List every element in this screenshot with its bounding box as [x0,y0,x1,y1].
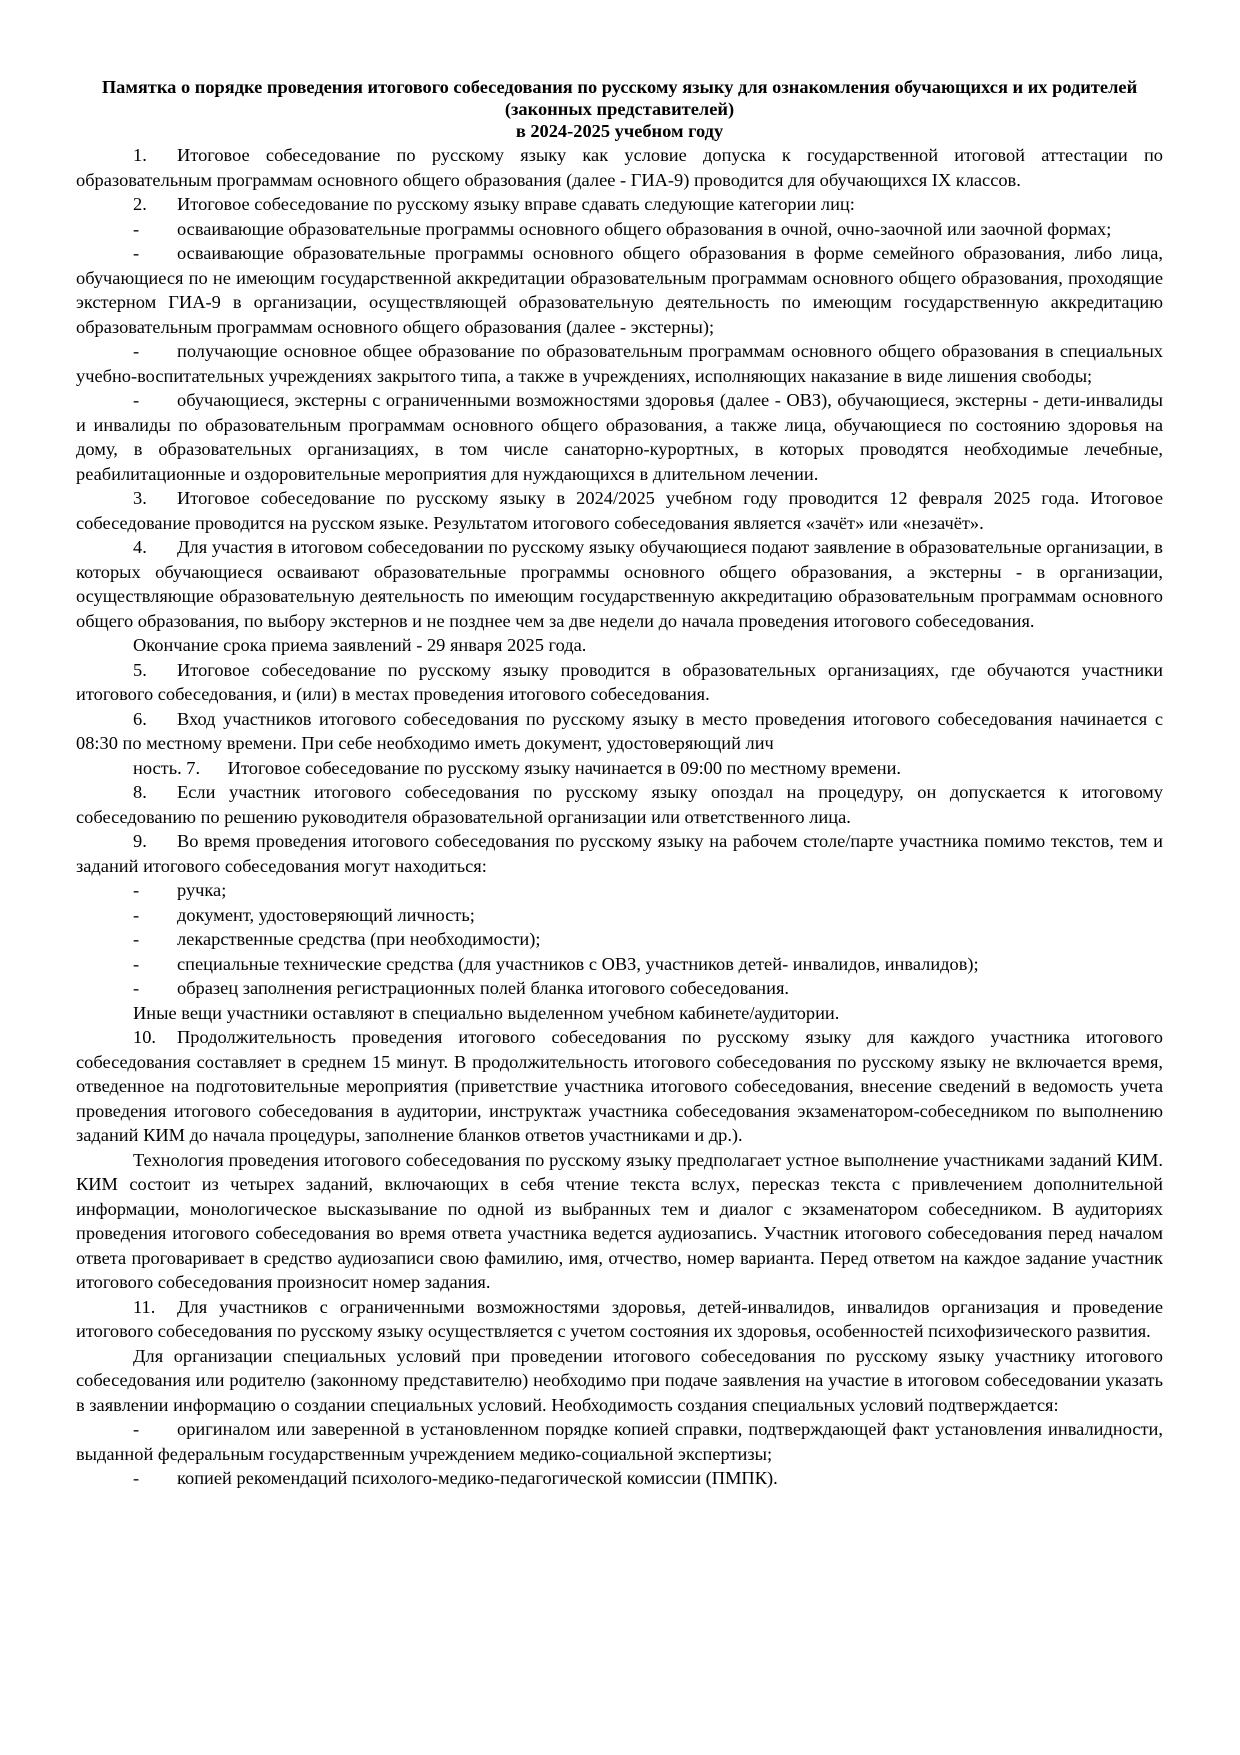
dash-marker: - [133,1468,140,1488]
list-item-text: документ, удостоверяющий личность; [177,904,475,925]
paragraph-number: 3. [133,488,147,508]
paragraph-number: 10. [133,1027,156,1047]
list-item-text: получающие основное общее образование по образовательным программам основного общего образования в специальных учебно-воспитательных учреждениях закрытого типа, а также в учреждениях, исполняющих наказание в виде лишения свободы; [76,341,1163,386]
dash-marker: - [133,880,140,900]
paragraph-number: 9. [133,831,147,851]
paragraph-text: Итоговое собеседование по русскому языку вправе сдавать следующие категории лиц: [177,194,855,214]
technology-paragraph: Технология проведения итогового собеседования по русскому языку предполагает устное выполнение участниками заданий КИМ. КИМ состоит из четырех заданий, включающих в себя чтение текста вслух, пересказ текста с привлечением дополнительной информации, монологическое высказывание по одной из выбранных тем и диалог с экзаменатором собеседником. В аудиториях проведения итогового собеседования во время ответа участника ведется аудиозапись. Участник итогового собеседования перед началом ответа проговаривает в средство аудиозаписи свою фамилию, имя, отчество, номер варианта. Перед ответом на каждое задание участник итогового собеседования произносит номер задания. [76,1149,1163,1292]
document-title: Памятка о порядке проведения итогового собеседования по русскому языку для ознакомления обучающихся и их родителей (законных представителей) [101,77,1138,119]
dash-marker: - [133,1419,140,1439]
paragraph-text: Продолжительность проведения итогового собеседования по русскому языку для каждого участника итогового собеседования составляет в среднем 15 минут. В продолжительность итогового собеседования по русскому языку не включается время, отведенное на подготовительные мероприятия (приветствие участника итогового собеседования, внесение сведений в ведомость учета проведения итогового собеседования в аудитории, инструктаж участника собеседования экзаменатором-собеседником по выполнению заданий КИМ до начала процедуры, заполнение бланков ответов участниками и др.). [76,1027,1163,1145]
list-item-text: оригиналом или заверенной в установленном порядке копией справки, подтверждающей факт установления инвалидности, выданной федеральным государственным учреждением медико-социальной экспертизы; [76,1419,1163,1464]
paragraph-text: Для участия в итоговом собеседовании по русскому языку обучающиеся подают заявление в образовательные организации, в которых обучающиеся осваивают образовательные программы основного общего образования, а экстерны - в организации, осуществляющие образовательную деятельность по имеющим государственную аккредитацию образовательным программам основного общего образования, по выбору экстернов и не позднее чем за две недели до начала проведения итогового собеседования. [76,537,1163,631]
paragraph-9 [76,829,1163,878]
paragraph-text: Во время проведения итогового собеседования по русскому языку на рабочем столе/парте участника помимо текстов, тем и заданий итогового собеседования могут находиться: [76,831,1163,876]
dash-marker: - [133,243,140,263]
paragraph-2 [76,192,1163,217]
paragraph-10 [76,1025,1163,1148]
list-item-text: лекарственные средства (при необходимости); [177,929,541,949]
list-item [76,927,1163,952]
list-item [76,952,1163,977]
dash-marker: - [133,978,140,998]
special-conditions-paragraph: Для организации специальных условий при проведении итогового собеседования по русскому языку участнику итогового собеседования или родителю (законному представителю) необходимо при подаче заявления на участие в итоговом собеседовании указать в заявлении информацию о создании специальных условий. Необходимость создания специальных условий подтверждается: [76,1345,1163,1415]
paragraph-7 [76,756,1163,781]
list-item [76,1466,1163,1491]
paragraph-text: Итоговое собеседование по русскому языку в 2024/2025 учебном году проводится 12 февраля 2025 года. Итоговое собеседование проводится на русском языке. Результатом итогового собеседования является «зачёт» или «незачёт». [76,488,1163,533]
paragraph-1 [76,143,1163,192]
paragraph-11 [76,1295,1163,1344]
list-item [76,388,1163,486]
dash-marker: - [133,341,140,361]
list-item-text: осваивающие образовательные программы основного общего образования в очной, очно-заочной или заочной формах; [177,218,1112,239]
deadline-note: Окончание срока приема заявлений - 29 января 2025 года. [133,635,587,655]
paragraph-5 [76,658,1163,707]
dash-marker: - [133,953,140,974]
paragraph-3 [76,486,1163,535]
dash-marker: - [133,390,140,410]
list-item-text: копией рекомендаций психолого-медико-педагогической комиссии (ПМПК). [177,1468,778,1488]
dash-marker: - [133,929,140,949]
document-page [76,76,1163,1491]
paragraph-8 [76,780,1163,829]
other-items-note: Иные вещи участники оставляют в специально выделенном учебном кабинете/аудитории. [133,1002,840,1023]
list-item [76,339,1163,388]
dash-marker: - [133,904,140,925]
list-item [76,217,1163,242]
paragraph-number: 8. [133,782,147,802]
list-item [76,1417,1163,1466]
paragraph-text: Итоговое собеседование по русскому языку начинается в 09:00 по местному времени. [227,757,902,778]
list-item [76,878,1163,903]
paragraph-text: Вход участников итогового собеседования по русскому языку в место проведения итогового собеседования начинается с 08:30 по местному времени. При себе необходимо иметь документ, удостоверяющий лич [76,708,1163,753]
paragraph-text: Итоговое собеседование по русскому языку проводится в образовательных организациях, где обучаются участники итогового собеседования, и (или) в местах проведения итогового собеседования. [76,659,1163,704]
paragraph-number: 2. [133,194,147,214]
paragraph-text: Для участников с ограниченными возможностями здоровья, детей-инвалидов, инвалидов организация и проведение итогового собеседования по русскому языку осуществляется с учетом состояния их здоровья, особенностей психофизического развития. [76,1296,1163,1341]
list-item-text: осваивающие образовательные программы основного общего образования в форме семейного образования, либо лица, обучающиеся по не имеющим государственной аккредитации образовательным программам основного общего образования, проходящие экстерном ГИА-9 в организации, осуществляющей образовательную деятельность по имеющим государственную аккредитацию образовательным программам основного общего образования (далее - экстерны); [76,243,1163,337]
list-item-text: образец заполнения регистрационных полей бланка итогового собеседования. [177,978,790,998]
list-item [76,241,1163,339]
list-item-text: обучающиеся, экстерны с ограниченными возможностями здоровья (далее - ОВЗ), обучающиеся, экстерны - дети-инвалиды и инвалиды по образовательным программам основного общего образования, а также лица, обучающиеся по состоянию здоровья на дому, в образовательных организациях, в том числе санаторно-курортных, в которых проводятся необходимые лечебные, реабилитационные и оздоровительные мероприятия для нуждающихся в длительном лечении. [76,390,1163,484]
list-item [76,903,1163,928]
paragraph-6-tail: ность. 7. [133,757,201,778]
list-item [76,976,1163,1001]
paragraph-6 [76,707,1163,756]
paragraph-number: 1. [133,145,147,165]
paragraph-number: 4. [133,537,147,557]
paragraph-text: Итоговое собеседование по русскому языку как условие допуска к государственной итоговой аттестации по образовательным программам основного общего образования (далее - ГИА-9) проводится для обучающихся IX классов. [76,145,1163,190]
paragraph-4 [76,535,1163,633]
list-item-text: ручка; [177,880,227,900]
paragraph-text: Если участник итогового собеседования по русскому языку опоздал на процедуру, он допускается к итоговому собеседованию по решению руководителя образовательной организации или ответственного лица. [76,782,1163,827]
document-title-year: в 2024-2025 учебном году [515,121,724,141]
paragraph-number: 6. [133,708,147,729]
paragraph-number: 5. [133,659,147,680]
paragraph-number: 11. [133,1296,156,1317]
dash-marker: - [133,218,140,239]
list-item-text: специальные технические средства (для участников с ОВЗ, участников детей- инвалидов, инвалидов); [177,953,979,974]
